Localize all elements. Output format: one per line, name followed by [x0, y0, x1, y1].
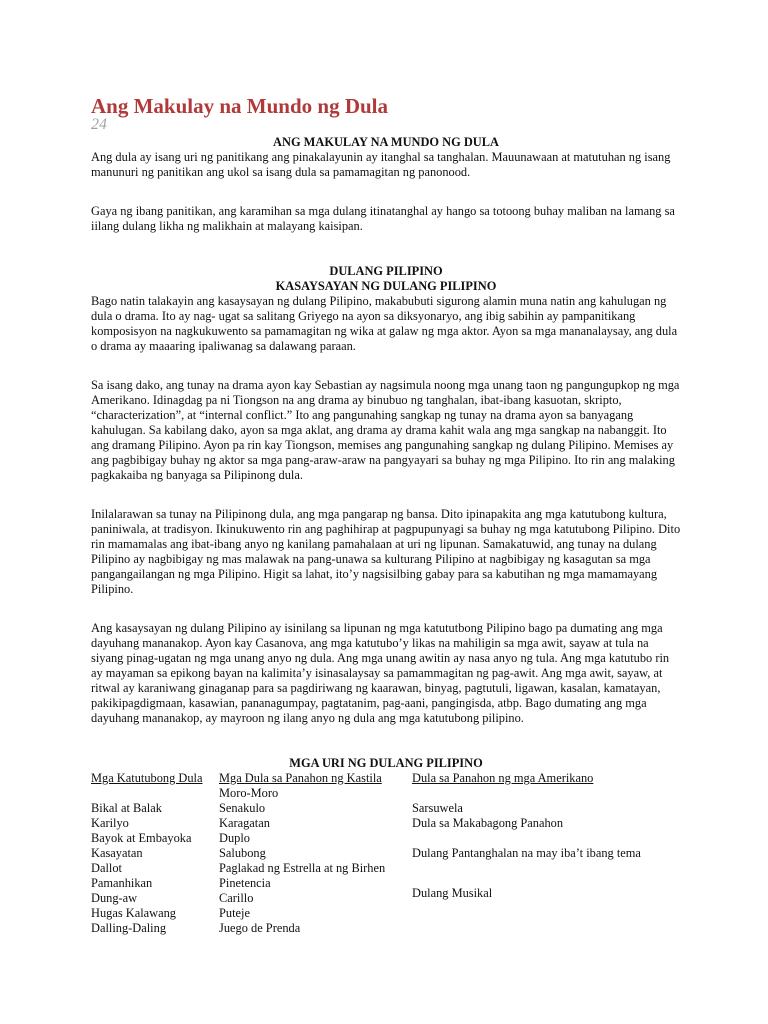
list-item: Moro-Moro: [219, 786, 279, 800]
list-item: Dung-aw: [91, 891, 138, 905]
list-item: Duplo: [219, 831, 250, 845]
list-item: Dallot: [91, 861, 122, 875]
list-item: Pinetencia: [219, 876, 271, 890]
list-item: Bikal at Balak: [91, 801, 162, 815]
column-katutubong-dula: [91, 771, 219, 936]
list-item: Pamanhikan: [91, 876, 153, 890]
list-item: Bayok at Embayoka: [91, 831, 192, 845]
list-item: Kasayatan: [91, 846, 143, 860]
list-item: Puteje: [219, 906, 250, 920]
column-header: Mga Katutubong Dula: [91, 771, 203, 785]
list-item: Karagatan: [219, 816, 270, 830]
drama-types-table: [91, 771, 681, 951]
list-item: Dalling-Daling: [91, 921, 167, 935]
column-panahon-ng-kastila: [219, 771, 411, 936]
list-item: Carillo: [219, 891, 254, 905]
list-item: Senakulo: [219, 801, 266, 815]
section-heading-kasaysayan: KASAYSAYAN NG DULANG PILIPINO: [275, 279, 497, 293]
table-title: MGA URI NG DULANG PILIPINO: [289, 756, 483, 770]
paragraph-2: Gaya ng ibang panitikan, ang karamihan sa mga dulang itinatanghal ay hango sa totoong buhay maliban na lamang sa iilang dulang likha ng malikhain at malayang kaisipan.: [91, 204, 675, 233]
list-item: Juego de Prenda: [219, 921, 301, 935]
list-item: Dula sa Makabagong Panahon: [412, 816, 564, 830]
list-item: Paglakad ng Estrella at ng Birhen: [219, 861, 386, 875]
page-number: 24: [91, 116, 107, 133]
column-panahon-ng-amerikano: [412, 771, 682, 901]
paragraph-3: Bago natin talakayin ang kasaysayan ng dulang Pilipino, makabubuti sigurong alamin muna natin ang kahulugan ng dula o drama. Ito ay nag- ugat sa salitang Griyego na ayon sa diksyonaryo, ang ibig sabihin ay pampanitikang komposisyon na nagkukuwento sa pamamagitan ng wika at galaw ng mga aktor. Ayon sa mga mananalaysay, ang dula o drama ay maaaring ipaliwanag sa dalawang paraan.: [91, 294, 678, 353]
list-item: Hugas Kalawang: [91, 906, 176, 920]
list-item: Dulang Musikal: [412, 886, 493, 900]
column-header: Mga Dula sa Panahon ng Kastila: [219, 771, 382, 785]
paragraph-4: Sa isang dako, ang tunay na drama ayon kay Sebastian ay nagsimula noong mga unang taon ng pangungupkop ng mga Amerikano. Idinagdag pa ni Tiongson na ang drama ay binubuo ng tanghalan, ibat-ibang kasuotan, skripto, “characterization”, at “internal conflict.” Ito ang pangunahing sangkap ng tunay na drama ayon sa banyagang kahulugan. Sa kabilang dako, ayon sa mga aklat, ang drama ay drama kahit wala ang mga sangkap na nabanggit. Ito ang dramang Pilipino. Ayon pa rin kay Tiongson, memises ang pangunahing sangkap ng dulang Pilipino. Memises ay ang pagbibigay buhay ng aktor sa mga pang-araw-araw na pangyayari sa buhay ng mga Pilipino. Ito rin ang malaking pagkakaiba ng banyaga sa Pilipinong dula.: [91, 378, 680, 482]
paragraph-5: Inilalarawan sa tunay na Pilipinong dula, ang mga pangarap ng bansa. Dito ipinapakita ang mga katutubong kultura, paniniwala, at tradisyon. Ikinukuwento rin ang paghihirap at pagpupunyagi sa buhay ng mga katutubong Pilipino. Dito rin mamamalas ang ibat-ibang anyo ng kanilang pamahalaan at uri ng lipunan. Samakatuwid, ang tunay na dulang Pilipino ay nagbibigay ng mas malawak na pang-unawa sa kulturang Pilipino at nagbibigay ng kasagutan sa mga pangangailangan ng mga Pilipino. Higit sa lahat, ito’y nagsisilbing gabay para sa kabutihan ng mga mamamayang Pilipino.: [91, 507, 681, 596]
section-heading-dulang-pilipino: DULANG PILIPINO: [329, 264, 443, 278]
list-item: Salubong: [219, 846, 266, 860]
document-title: Ang Makulay na Mundo ng Dula: [91, 94, 389, 118]
document-body: [91, 135, 681, 951]
paragraph-1: Ang dula ay isang uri ng panitikang ang pinakalayunin ay itanghal sa tanghalan. Mauunawaan at matutuhan ng isang manunuri ng panitikan ang ukol sa isang dula sa pamamagitan ng panonood.: [91, 150, 671, 179]
list-item: Karilyo: [91, 816, 129, 830]
list-item: Sarsuwela: [412, 801, 463, 815]
column-header: Dula sa Panahon ng mga Amerikano: [412, 771, 594, 785]
list-item: Dulang Pantanghalan na may iba’t ibang tema: [412, 846, 641, 860]
section-heading-main: ANG MAKULAY NA MUNDO NG DULA: [273, 135, 499, 149]
paragraph-6: Ang kasaysayan ng dulang Pilipino ay isinilang sa lipunan ng mga katututbong Pilipino bago pa dumating ang mga dayuhang mananakop. Ayon kay Casanova, ang mga katutubo’y likas na mahiligin sa mga awit, sayaw at tula na siyang pinag-ugatan ng mga unang anyo ng dula. Ang mga unang awitin ay nasa anyo ng tula. Ang mga katutubo rin ay mayaman sa epikong bayan na kalimita’y isinasalaysay sa pamammagitan ng pag-awit. Ang mga awit, sayaw, at ritwal ay karaniwang ginaganap para sa pagdiriwang ng kaarawan, binyag, pagtutuli, ligawan, kasalan, kamatayan, pakikipagdigmaan, kasawian, pananagumpay, pagtatanim, pag-aani, pangingisda, atbp. Bago dumating ang mga dayuhang mananakop, ay mayroon ng ilang anyo ng dula ang mga katutubong pilipino.: [91, 621, 670, 725]
